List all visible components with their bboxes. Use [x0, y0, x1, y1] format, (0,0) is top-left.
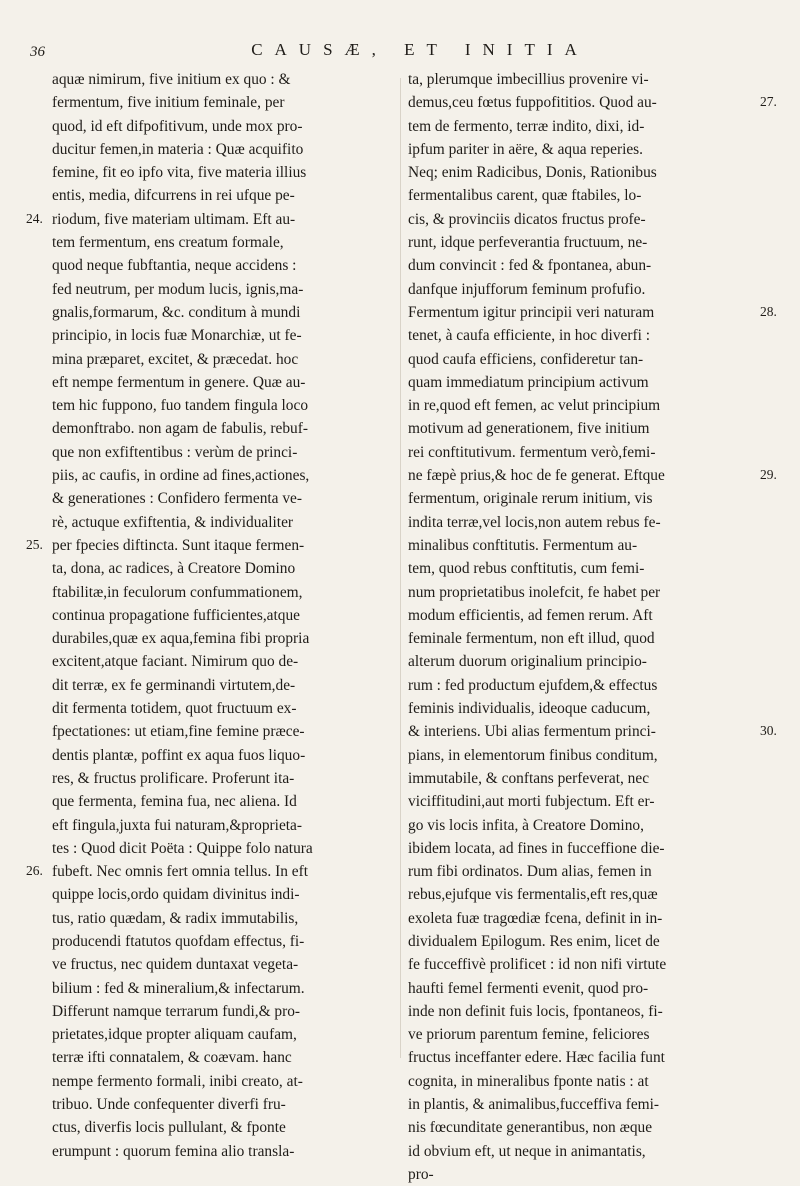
text-line: dentis plantæ, poffint ex aqua fuos liquo-: [52, 746, 306, 764]
text-line: continua propagatione fufficientes,atque: [52, 606, 301, 624]
text-line: gnalis,formarum, &c. conditum à mundi: [52, 303, 301, 321]
text-line: mina præparet, excitet, & præcedat. hoc: [52, 350, 299, 368]
text-line: terræ ifti connatalem, & coævam. hanc: [52, 1049, 292, 1067]
text-line: exoleta fuæ tragœdiæ fcena, definit in in-: [408, 909, 663, 927]
margin-paragraph-number: 30.: [760, 723, 777, 739]
text-line: indita terræ,vel locis,non autem rebus fe-: [408, 513, 661, 531]
text-line: tribuo. Unde confequenter diverfi fru-: [52, 1096, 286, 1114]
text-line: que fermenta, femina fua, nec aliena. Id: [52, 793, 297, 811]
text-line: fructus inceffanter edere. Hæc facilia funt: [408, 1049, 665, 1067]
text-line: ta, dona, ac radices, à Creatore Domino: [52, 560, 296, 578]
text-line: rum : fed productum ejufdem,& effectus: [408, 676, 658, 694]
text-line: cis, & provinciis dicatos fructus profe-: [408, 210, 646, 228]
text-line: motivum ad generationem, five initium: [408, 420, 650, 438]
text-line: viciffitudini,aut morti fubjectum. Eft er-: [408, 793, 655, 811]
text-line: tem, quod rebus conftitutis, cum femi-: [408, 560, 645, 578]
text-line: pians, in elementorum finibus conditum,: [408, 746, 658, 764]
text-line: principio, in locis fuæ Monarchiæ, ut fe-: [52, 327, 302, 345]
text-line: inde non definit fuis locis, fpontaneos, fi-: [408, 1002, 663, 1020]
text-line: & generationes : Confidero fermenta ve-: [52, 490, 303, 508]
text-line: in plantis, & animalibus,fucceffiva femi-: [408, 1096, 660, 1114]
text-line: ta, plerumque imbecillius provenire vi-: [408, 71, 649, 88]
margin-paragraph-number: 24.: [26, 210, 43, 226]
text-line: minalibus conftitutis. Fermentum au-: [408, 536, 638, 554]
page-number: 36: [30, 44, 45, 60]
text-line: num proprietatibus inolefcit, fe habet per: [408, 583, 661, 601]
text-line: cognita, in mineralibus fponte natis : at: [408, 1072, 649, 1090]
text-line: ipfum pariter in aëre, & aqua reperies.: [408, 140, 644, 158]
text-line: excitent,atque faciant. Nimirum quo de-: [52, 653, 299, 671]
text-line: rei conftitutivum. fermentum verò,femi-: [408, 443, 656, 461]
text-line: Fermentum igitur principii veri naturam: [408, 303, 655, 321]
text-line: eft fingula,juxta fui naturam,&proprieta-: [52, 816, 303, 834]
text-line: id obvium eft, ut neque in animantatis,: [408, 1142, 646, 1160]
text-line: in re,quod eft femen, ac velut principium: [408, 397, 661, 415]
text-line: feminale fermentum, non eft illud, quod: [408, 630, 655, 648]
text-line: Neq; enim Radicibus, Donis, Rationibus: [408, 164, 657, 182]
text-line: fed neutrum, per modum lucis, ignis,ma-: [52, 280, 304, 298]
text-line: ve fructus, nec quidem duntaxat vegeta-: [52, 956, 299, 974]
margin-paragraph-number: 25.: [26, 537, 43, 552]
text-line: producendi ftatutos quofdam effectus, fi-: [52, 932, 305, 950]
text-line: danfque injufforum feminum profufio.: [408, 280, 646, 298]
text-line: modum efficientis, ad femen rerum. Aft: [408, 606, 653, 624]
text-line: durabiles,quæ ex aqua,femina fibi propria: [52, 630, 310, 648]
text-line: quod, id eft difpofitivum, unde mox pro-: [52, 117, 303, 135]
text-line: riodum, five materiam ultimam. Eft au-: [52, 210, 296, 228]
column-divider: [400, 78, 401, 1058]
text-line: res, & fructus prolificare. Proferunt ita-: [52, 769, 295, 787]
text-line: Differunt namque terrarum fundi,& pro-: [52, 1002, 301, 1020]
margin-paragraph-number: 28.: [760, 304, 777, 319]
text-line: fe fucceffivè prolificet : id non nifi virtute: [408, 956, 667, 974]
text-line: tem fermentum, ens creatum formale,: [52, 234, 284, 252]
text-line: erumpunt : quorum femina alio transla-: [52, 1142, 295, 1160]
text-line: go vis locis infita, à Creatore Domino,: [408, 816, 644, 834]
text-line: bilium : fed & mineralium,& infectarum.: [52, 979, 305, 997]
text-line: runt, idque perfeverantia fructuum, ne-: [408, 234, 648, 252]
text-line: ne fæpè prius,& hoc de fe generat. Eftque: [408, 467, 665, 485]
text-line: fermentalibus carent, quæ ftabiles, lo-: [408, 187, 642, 205]
text-line: demus,ceu fœtus fuppofititios. Quod au-: [408, 94, 657, 112]
running-title: CAUSÆ, ET INITIA: [251, 40, 589, 59]
text-line: tus, ratio quædam, & radix immutabilis,: [52, 909, 299, 927]
text-line: ctus, diverfis locis pullulant, & fponte: [52, 1119, 286, 1137]
text-line: ibidem locata, ad fines in fucceffione die-: [408, 839, 665, 857]
text-line: demonftrabo. non agam de fabulis, rebuf-: [52, 420, 308, 438]
text-line: feminis individualis, ideoque caducum,: [408, 700, 651, 718]
text-line: fermentum, originale rerum initium, vis: [408, 490, 653, 508]
text-line: ve priorum parentum femine, feliciores: [408, 1026, 650, 1044]
text-line: quam immediatum principium activum: [408, 373, 649, 391]
right-column: [408, 68, 754, 1186]
text-line: dit terræ, ex fe germinandi virtutem,de-: [52, 676, 296, 694]
margin-paragraph-number: 29.: [760, 467, 777, 483]
text-line: tenet, à caufa efficiente, in hoc diverfi :: [408, 327, 650, 345]
text-line: aquæ nimirum, five initium ex quo : &: [52, 71, 291, 88]
text-line: eft nempe fermentum in genere. Quæ au-: [52, 373, 306, 391]
text-line: tem hic fuppono, fuo tandem fingula loco: [52, 397, 309, 415]
left-column: [52, 68, 392, 1163]
text-line: dividualem Epilogum. Res enim, licet de: [408, 932, 660, 950]
text-line: dum convincit : fed & fpontanea, abun-: [408, 257, 652, 275]
text-line: quod neque fubftantia, neque accidens :: [52, 257, 297, 275]
text-line: & interiens. Ubi alias fermentum princi-: [408, 723, 656, 741]
page-header: [0, 40, 800, 68]
text-line: entis, media, difcurrens in rei ufque pe-: [52, 187, 295, 205]
text-line: haufti femel fermenti evenit, quod pro-: [408, 979, 649, 997]
text-line: nempe fermento formali, inibi creato, at-: [52, 1072, 303, 1090]
text-line: alterum duorum originalium principio-: [408, 653, 647, 671]
text-line: per fpecies diftincta. Sunt itaque fermen-: [52, 536, 305, 554]
text-line: rè, actuque exfiftentia, & individualiter: [52, 513, 294, 531]
text-line: quod caufa efficiens, confideretur tan-: [408, 350, 644, 368]
text-line: quippe locis,ordo quidam divinitus indi-: [52, 886, 300, 904]
text-line: piis, ac caufis, in ordine ad fines,actiones,: [52, 467, 310, 485]
margin-paragraph-number: 27.: [760, 94, 777, 110]
text-line: rum fibi ordinatos. Dum alias, femen in: [408, 863, 652, 881]
text-line: dit fermenta totidem, quot fructuum ex-: [52, 700, 297, 718]
text-line: immutabile, & conftans perfeverat, nec: [408, 769, 650, 787]
text-line: fpectationes: ut etiam,fine femine præce-: [52, 723, 305, 741]
text-line: ftabilitæ,in feculorum confummationem,: [52, 583, 303, 601]
text-line: fermentum, five initium feminale, per: [52, 94, 285, 112]
text-line: tem de fermento, terræ indito, dixi, id-: [408, 117, 645, 135]
text-line: fubeft. Nec omnis fert omnia tellus. In eft: [52, 863, 309, 881]
text-line: que non exfiftentibus : verùm de princi-: [52, 443, 298, 461]
text-line: rebus,ejufque vis fermentalis,eft res,quæ: [408, 886, 658, 904]
text-line: prietates,idque propter aliquam caufam,: [52, 1026, 297, 1044]
text-line: pro-: [408, 1165, 434, 1183]
text-line: ducitur femen,in materia : Quæ acquifito: [52, 140, 304, 158]
text-line: nis fœcunditate generantibus, non æque: [408, 1119, 653, 1137]
text-line: tes : Quod dicit Poëta : Quippe folo natura: [52, 839, 313, 857]
text-line: femine, fit eo ipfo vita, five materia illius: [52, 164, 307, 182]
margin-paragraph-number: 26.: [26, 863, 43, 879]
